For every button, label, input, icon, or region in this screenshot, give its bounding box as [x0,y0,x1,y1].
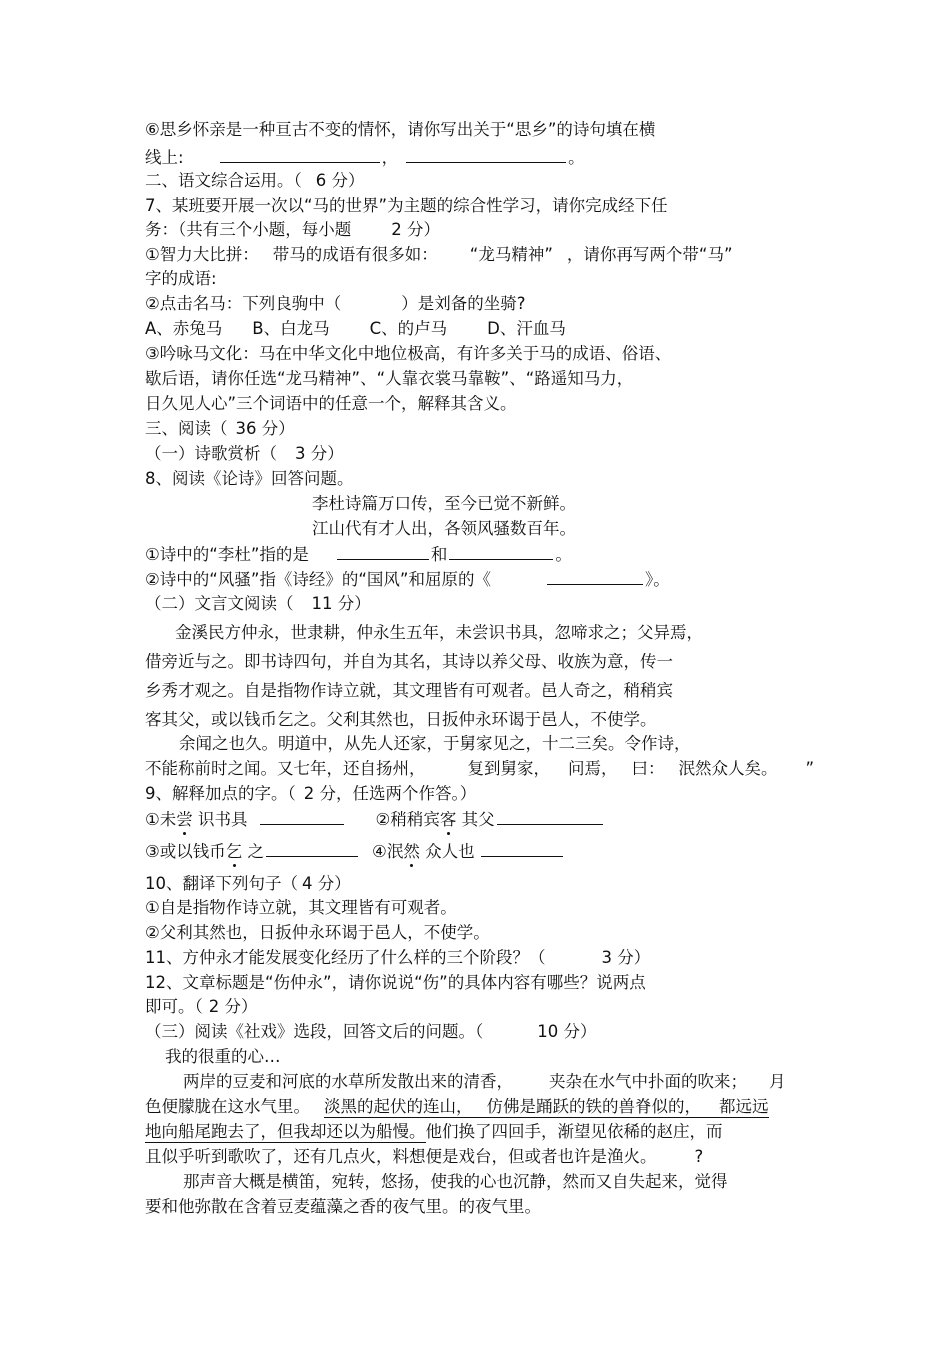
answer-blank[interactable] [337,543,429,560]
shexi-line: 那声音大概是横笛，宛转，悠扬，使我的心也沉静，然而又自失起来，觉得 [183,1172,728,1191]
shexi-line: 我的很重的心… [165,1047,281,1066]
classical-text-line: 不能称前时之闻。又七年，还自扬州， 复到舅家， 问焉， 曰： 泯然众人矣。 ” [145,759,815,778]
option-c[interactable]: C、的卢马 [369,319,448,338]
shexi-line: 色便朦胧在这水气里。 淡黑的起伏的连山， 仿佛是踊跃的铁的兽脊似的， 都远远 [145,1097,769,1116]
part-3-title: （三）阅读《社戏》选段，回答文后的问题。（ 10 分） [145,1022,597,1041]
poem-line-1: 李杜诗篇万口传，至今已觉不新鲜。 [312,494,576,513]
q6-line2: 线上: ， 。 [145,148,585,167]
section-2-title: 二、语文综合运用。（ 6 分） [145,171,365,190]
shexi-line: 地向船尾跑去了，但我却还以为船慢。他们换了四回手，渐望见依稀的赵庄，而 [145,1122,723,1141]
q12-line1: 12、文章标题是“伤仲永”，请你说说“伤”的具体内容有哪些？说两点 [145,973,646,992]
shexi-line: 两岸的豆麦和河底的水草所发散出来的清香， 夹杂在水气中扑面的吹来； 月 [183,1072,786,1091]
q7-line1: 7、某班要开展一次以“马的世界”为主题的综合性学习，请你完成经下任 [145,196,668,215]
answer-blank[interactable] [449,543,553,560]
answer-blank[interactable] [406,146,566,163]
classical-text-line: 余闻之也久。明道中，从先人还家，于舅家见之，十二三矣。令作诗， [179,734,691,753]
q7-part1: ①智力大比拼： 带马的成语有很多如： “龙马精神” ，请你再写两个带“马” [145,245,733,264]
q8-sub1: ①诗中的“李杜”指的是 和 。 [145,545,572,564]
q10-title: 10、翻译下列句子（ 4 分） [145,874,351,893]
classical-text-line: 借旁近与之。即书诗四句，并自为其名，其诗以养父母、收族为意，传一 [145,652,673,671]
answer-blank[interactable] [220,146,380,163]
q7-part3-line3: 日久见人心”三个词语中的任意一个，解释其含义。 [145,394,517,413]
q7-options [145,318,566,340]
q7-line2: 务：（共有三个小题，每小题 2 分） [145,220,440,239]
option-b[interactable]: B、白龙马 [252,319,330,338]
shexi-line: 要和他弥散在含着豆麦蕴藻之香的夜气里。的夜气里。 [145,1197,541,1216]
underlined-sentence: 地向船尾跑去了，但我却还以为船慢。 [145,1122,426,1141]
q7-part1-cont: 字的成语: [145,269,217,288]
q11: 11、方仲永才能发展变化经历了什么样的三个阶段？（ 3 分） [145,948,651,967]
answer-blank[interactable] [547,568,643,585]
q9-row1: ①未尝 识书具 ②稍稍宾客 其父 [145,808,605,831]
poem-line-2: 江山代有才人出，各领风骚数百年。 [312,519,576,538]
part-2-title: （二）文言文阅读（ 11 分） [145,594,371,613]
q7-part3-line1: ③吟咏马文化：马在中华文化中地位极高，有许多关于马的成语、俗语、 [145,344,672,363]
q10-sentence-1: ①自是指物作诗立就，其文理皆有可观者。 [145,898,457,917]
q8-sub2: ②诗中的“风骚”指《诗经》的“国风”和屈原的《 》。 [145,570,670,589]
q9-title: 9、解释加点的字。（ 2 分，任选两个作答。） [145,784,477,803]
q9-row2: ③或以钱币乞 之 ④泯然 众人也 [145,840,565,863]
q8-title: 8、阅读《论诗》回答问题。 [145,469,354,488]
shexi-line: 且似乎听到歌吹了，还有几点火，料想便是戏台，但或者也许是渔火。 ? [145,1147,704,1166]
classical-text-line: 金溪民方仲永，世隶耕，仲永生五年，未尝识书具，忽啼求之；父异焉， [175,623,703,642]
q12-line2: 即可。（ 2 分） [145,997,258,1016]
answer-blank[interactable] [481,840,563,857]
section-3-title: 三、阅读（ 36 分） [145,419,295,438]
answer-blank[interactable] [497,808,603,825]
q7-part2: ②点击名马：下列良驹中（ ）是刘备的坐骑? [145,294,526,313]
classical-text-line: 乡秀才观之。自是指物作诗立就，其文理皆有可观者。邑人奇之，稍稍宾 [145,681,673,700]
answer-blank[interactable] [266,840,358,857]
underlined-sentence: 淡黑的起伏的连山， 仿佛是踊跃的铁的兽脊似的， 都远远 [324,1097,769,1116]
answer-blank[interactable] [260,808,344,825]
q6-line1: ⑥思乡怀亲是一种亘古不变的情怀，请你写出关于“思乡”的诗句填在横 [145,120,656,139]
q7-part3-line2: 歇后语，请你任选“龙马精神”、“人靠衣裳马靠鞍”、“路遥知马力， [145,369,634,388]
part-1-title: （一）诗歌赏析（ 3 分） [145,444,344,463]
option-d[interactable]: D、汗血马 [487,319,566,338]
option-a[interactable]: A、赤兔马 [145,319,223,338]
q10-sentence-2: ②父利其然也，日扳仲永环谒于邑人，不使学。 [145,923,490,942]
classical-text-line: 客其父，或以钱币乞之。父利其然也，日扳仲永环谒于邑人，不使学。 [145,710,657,729]
